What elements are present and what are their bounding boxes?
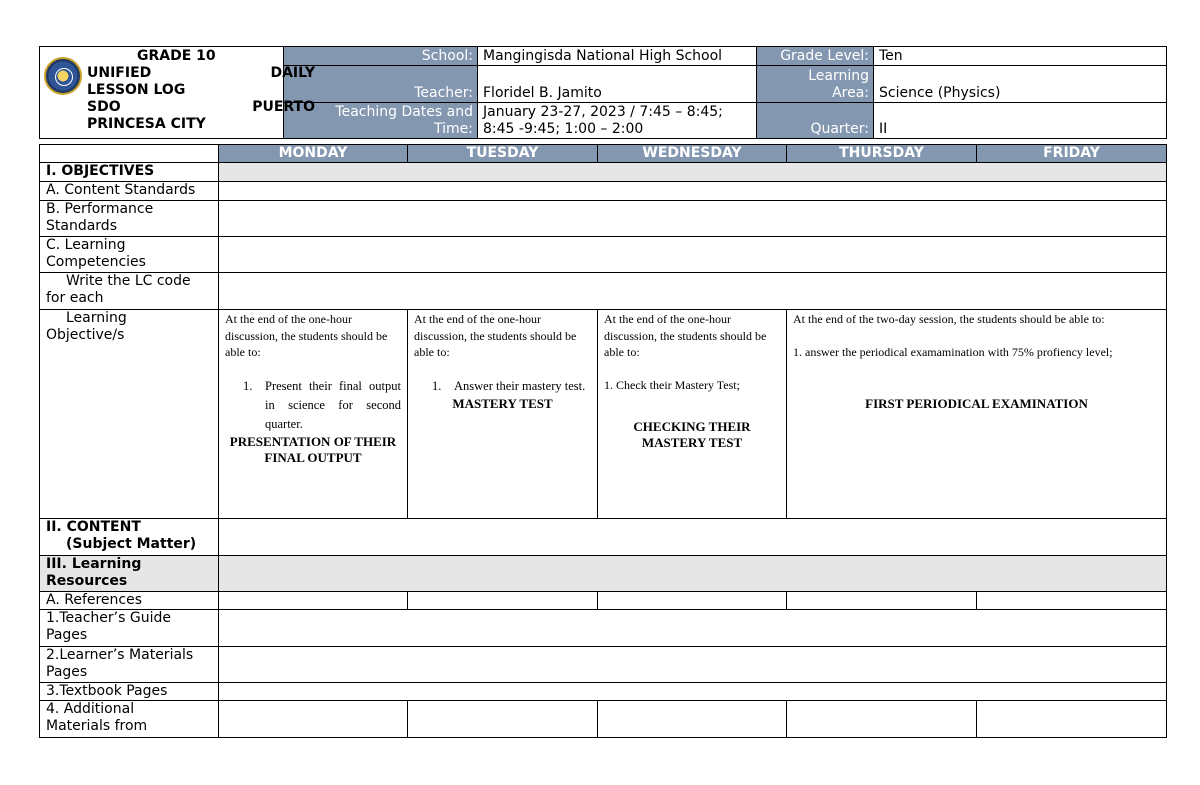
objective-title: PRESENTATION OF THEIR FINAL OUTPUT bbox=[229, 433, 397, 465]
objective-item bbox=[432, 377, 591, 396]
school-title-line: GRADE 10 bbox=[137, 48, 216, 64]
row-content-standards: A. Content Standards bbox=[40, 182, 219, 201]
row-label-line: for each bbox=[46, 290, 104, 306]
day-header-tuesday: TUESDAY bbox=[408, 145, 598, 163]
row-label-line: B. Performance bbox=[46, 201, 154, 217]
objective-title: FIRST PERIODICAL EXAMINATION bbox=[865, 396, 1088, 411]
row-label-line: Learning bbox=[66, 310, 127, 326]
objective-item-number: 1. bbox=[243, 378, 253, 393]
day-header-thursday: THURSDAY bbox=[787, 145, 977, 163]
section-objectives-fill bbox=[219, 163, 1167, 182]
objective-intro: At the end of the one-hour discussion, the students should be able to: bbox=[604, 312, 767, 359]
objective-intro: At the end of the one-hour discussion, the students should be able to: bbox=[225, 312, 388, 359]
objective-title: MASTERY TEST bbox=[452, 395, 553, 411]
row-learners-materials bbox=[40, 647, 219, 683]
section-content bbox=[40, 519, 219, 556]
row-label-line: Objective/s bbox=[46, 327, 125, 343]
learning-competencies-cell bbox=[219, 237, 1167, 273]
row-textbook-pages: 3.Textbook Pages bbox=[40, 683, 219, 701]
section-learning-resources bbox=[40, 556, 219, 592]
row-label-line: Materials from bbox=[46, 718, 148, 734]
textbook-pages-cell bbox=[219, 683, 1167, 701]
performance-standards-cell bbox=[219, 201, 1167, 237]
row-learning-objectives bbox=[40, 310, 219, 519]
school-seal-logo bbox=[44, 57, 82, 95]
section-objectives: I. OBJECTIVES bbox=[40, 163, 219, 182]
day-header-friday: FRIDAY bbox=[977, 145, 1167, 163]
objective-cell-wednesday bbox=[598, 310, 787, 519]
school-title-line: SDO bbox=[87, 99, 121, 115]
row-label-line: (Subject Matter) bbox=[66, 536, 197, 552]
additional-cell-wednesday bbox=[598, 701, 787, 738]
school-label: School: bbox=[284, 47, 478, 66]
day-header-wednesday: WEDNESDAY bbox=[598, 145, 787, 163]
objective-item-number: 1. bbox=[432, 378, 442, 393]
school-value: Mangingisda National High School bbox=[478, 47, 757, 66]
learning-resources-fill bbox=[219, 556, 1167, 592]
school-title bbox=[87, 48, 315, 133]
school-title-line: LESSON LOG bbox=[87, 82, 186, 98]
objective-title bbox=[604, 419, 780, 451]
references-cell-friday bbox=[977, 592, 1167, 610]
objective-cell-thursday-friday bbox=[787, 310, 1167, 519]
teachers-guide-cell bbox=[219, 610, 1167, 647]
row-label-line: Write the LC code bbox=[66, 273, 191, 289]
school-title-line: UNIFIED bbox=[87, 65, 152, 81]
teaching-dates-label-line: Teaching Dates and bbox=[335, 104, 473, 120]
objective-item-text: Answer their mastery test. bbox=[454, 378, 586, 393]
teaching-dates-value-line: January 23-27, 2023 / 7:45 – 8:45; bbox=[483, 104, 723, 120]
grade-level-value: Ten bbox=[874, 47, 1167, 66]
objective-item-text: Present their final output in science for second quarter. bbox=[265, 378, 401, 431]
row-additional-materials bbox=[40, 701, 219, 738]
learning-area-label-line: Learning bbox=[808, 68, 869, 84]
row-references: A. References bbox=[40, 592, 219, 610]
additional-cell-friday bbox=[977, 701, 1167, 738]
row-lc-code bbox=[40, 273, 219, 310]
teacher-label: Teacher: bbox=[284, 66, 478, 103]
teaching-dates-value-line: 8:45 -9:45; 1:00 – 2:00 bbox=[483, 121, 644, 137]
day-header-monday: MONDAY bbox=[219, 145, 408, 163]
objective-title-line: CHECKING THEIR bbox=[633, 419, 751, 434]
learning-area-label bbox=[757, 66, 874, 103]
row-label-line: II. CONTENT bbox=[46, 519, 141, 535]
teaching-dates-value bbox=[478, 103, 757, 139]
references-cell-monday bbox=[219, 592, 408, 610]
school-title-line: PRINCESA CITY bbox=[87, 116, 206, 132]
row-learning-competencies bbox=[40, 237, 219, 273]
references-cell-thursday bbox=[787, 592, 977, 610]
quarter-value: II bbox=[874, 103, 1167, 139]
quarter-label: Quarter: bbox=[757, 103, 874, 139]
row-label-line: III. Learning bbox=[46, 556, 142, 572]
additional-cell-tuesday bbox=[408, 701, 598, 738]
lc-code-cell bbox=[219, 273, 1167, 310]
teacher-value: Floridel B. Jamito bbox=[478, 66, 757, 103]
objective-cell-tuesday bbox=[408, 310, 598, 519]
row-label-line: Competencies bbox=[46, 254, 146, 270]
objective-item bbox=[243, 377, 401, 434]
content-standards-cell bbox=[219, 182, 1167, 201]
additional-cell-monday bbox=[219, 701, 408, 738]
row-label-line: 1.Teacher’s Guide bbox=[46, 610, 171, 626]
row-label-line: 4. Additional bbox=[46, 701, 135, 717]
row-label-line: C. Learning bbox=[46, 237, 126, 253]
objective-item-text: 1. answer the periodical examamination with 75% profiency level; bbox=[793, 344, 1113, 359]
objective-intro: At the end of the one-hour discussion, the students should be able to: bbox=[414, 312, 577, 359]
content-cell bbox=[219, 519, 1167, 556]
grade-level-label: Grade Level: bbox=[757, 47, 874, 66]
row-label-line: Pages bbox=[46, 664, 88, 680]
header-table bbox=[39, 46, 1167, 139]
row-performance-standards bbox=[40, 201, 219, 237]
lesson-log-table bbox=[39, 144, 1167, 738]
learning-area-value: Science (Physics) bbox=[874, 66, 1167, 103]
row-label-line: Standards bbox=[46, 218, 117, 234]
school-title-line: PUERTO bbox=[252, 99, 315, 115]
school-title-cell bbox=[40, 47, 315, 139]
learners-materials-cell bbox=[219, 647, 1167, 683]
references-cell-wednesday bbox=[598, 592, 787, 610]
objective-intro: At the end of the two-day session, the students should be able to: bbox=[793, 312, 1105, 326]
teaching-dates-label-line: Time: bbox=[434, 121, 473, 137]
row-label-line: 2.Learner’s Materials bbox=[46, 647, 194, 663]
references-cell-tuesday bbox=[408, 592, 598, 610]
corner-cell bbox=[40, 145, 219, 163]
row-label-line: Pages bbox=[46, 627, 88, 643]
objective-title-line: MASTERY TEST bbox=[641, 435, 743, 450]
school-title-line: DAILY bbox=[270, 65, 315, 81]
row-label-line: Resources bbox=[46, 573, 128, 589]
row-teachers-guide bbox=[40, 610, 219, 647]
additional-cell-thursday bbox=[787, 701, 977, 738]
learning-area-label-line: Area: bbox=[832, 85, 869, 101]
objective-cell-monday bbox=[219, 310, 408, 519]
objective-item-text: 1. Check their Mastery Test; bbox=[604, 377, 740, 392]
